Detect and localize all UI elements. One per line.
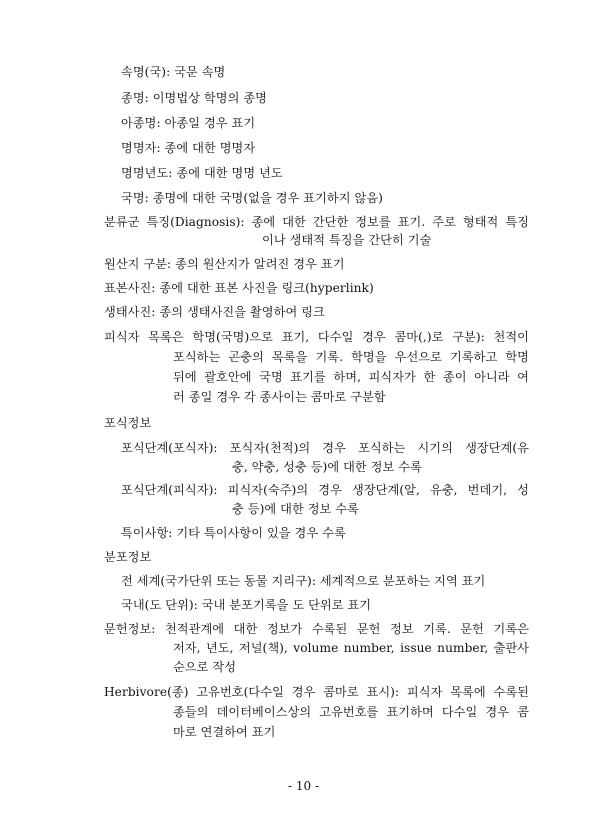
text-line-prey-list-cont2: 뒤에 괄호안에 국명 표기를 하며, 피식자가 한 종이 아니라 여: [173, 370, 529, 384]
text-line-origin: 원산지 구분: 종의 원산지가 알려진 경우 표기: [104, 257, 345, 271]
text-line-subspecies: 아종명: 아종일 경우 표기: [121, 116, 256, 130]
text-line-world-dist: 전 세계(국가단위 또는 동물 지리구): 세계적으로 분포하는 지역 표기: [121, 574, 486, 588]
text-line-species: 종명: 이명법상 학명의 종명: [121, 91, 267, 105]
text-line-prey-stage: 포식단계(피식자): 피식자(숙주)의 경우 생장단계(알, 유충, 번데기, 성: [121, 483, 529, 497]
text-line-literature-cont2: 순으로 작성: [173, 660, 237, 674]
text-line-genus-kr: 속명(국): 국문 속명: [121, 65, 226, 79]
text-line-kr-name: 국명: 종명에 대한 국명(없을 경우 표기하지 않음): [121, 191, 383, 205]
text-line-prey-list-cont1: 포식하는 곤충의 목록을 기록. 학명을 우선으로 기록하고 학명: [173, 350, 529, 364]
text-line-literature-cont1: 저자, 년도, 저널(책), volume number, issue number, 출판사: [173, 641, 529, 655]
section-heading-predation: 포식정보: [104, 416, 152, 430]
text-line-literature: 문헌정보: 천적관계에 대한 정보가 수록된 문헌 정보 기록. 문헌 기록은: [104, 622, 529, 636]
text-line-author: 명명자: 종에 대한 명명자: [121, 141, 256, 155]
text-line-herbivore-id-cont1: 종들의 데이터베이스상의 고유번호를 표기하며 다수일 경우 콤: [173, 705, 529, 719]
text-line-specimen-photo: 표본사진: 종에 대한 표본 사진을 링크(hyperlink): [104, 281, 374, 295]
section-heading-distribution: 분포정보: [104, 550, 152, 564]
text-line-diagnosis-cont: 이나 생태적 특징을 간단히 기술: [262, 233, 432, 247]
text-line-herbivore-id-cont2: 마로 연결하여 표기: [173, 725, 276, 739]
page-number: - 10 -: [287, 779, 319, 793]
text-line-diagnosis: 분류군 특징(Diagnosis): 종에 대한 간단한 정보를 표기. 주로 형태적 특징: [104, 215, 529, 229]
text-line-herbivore-id: Herbivore(종) 고유번호(다수일 경우 콤마로 표시): 피식자 목록에 수록된: [104, 685, 529, 699]
text-line-author-year: 명명년도: 종에 대한 명명 년도: [121, 166, 283, 180]
text-line-remarks: 특이사항: 기타 특이사항이 있을 경우 수록: [121, 526, 346, 540]
text-line-predator-stage-cont: 충, 약충, 성충 등)에 대한 정보 수록: [232, 460, 422, 474]
text-line-prey-list: 피식자 목록은 학명(국명)으로 표기, 다수일 경우 콤마(,)로 구분): 천적이: [104, 330, 529, 344]
text-line-prey-stage-cont: 충 등)에 대한 정보 수록: [232, 502, 359, 516]
text-line-predator-stage: 포식단계(포식자): 포식자(천적)의 경우 포식하는 시기의 생장단계(유: [121, 441, 529, 455]
text-line-eco-photo: 생태사진: 종의 생태사진을 촬영하여 링크: [104, 305, 325, 319]
text-line-prey-list-cont3: 러 종일 경우 각 종사이는 콤마로 구분함: [173, 390, 386, 404]
text-line-domestic-dist: 국내(도 단위): 국내 분포기록을 도 단위로 표기: [121, 598, 372, 612]
